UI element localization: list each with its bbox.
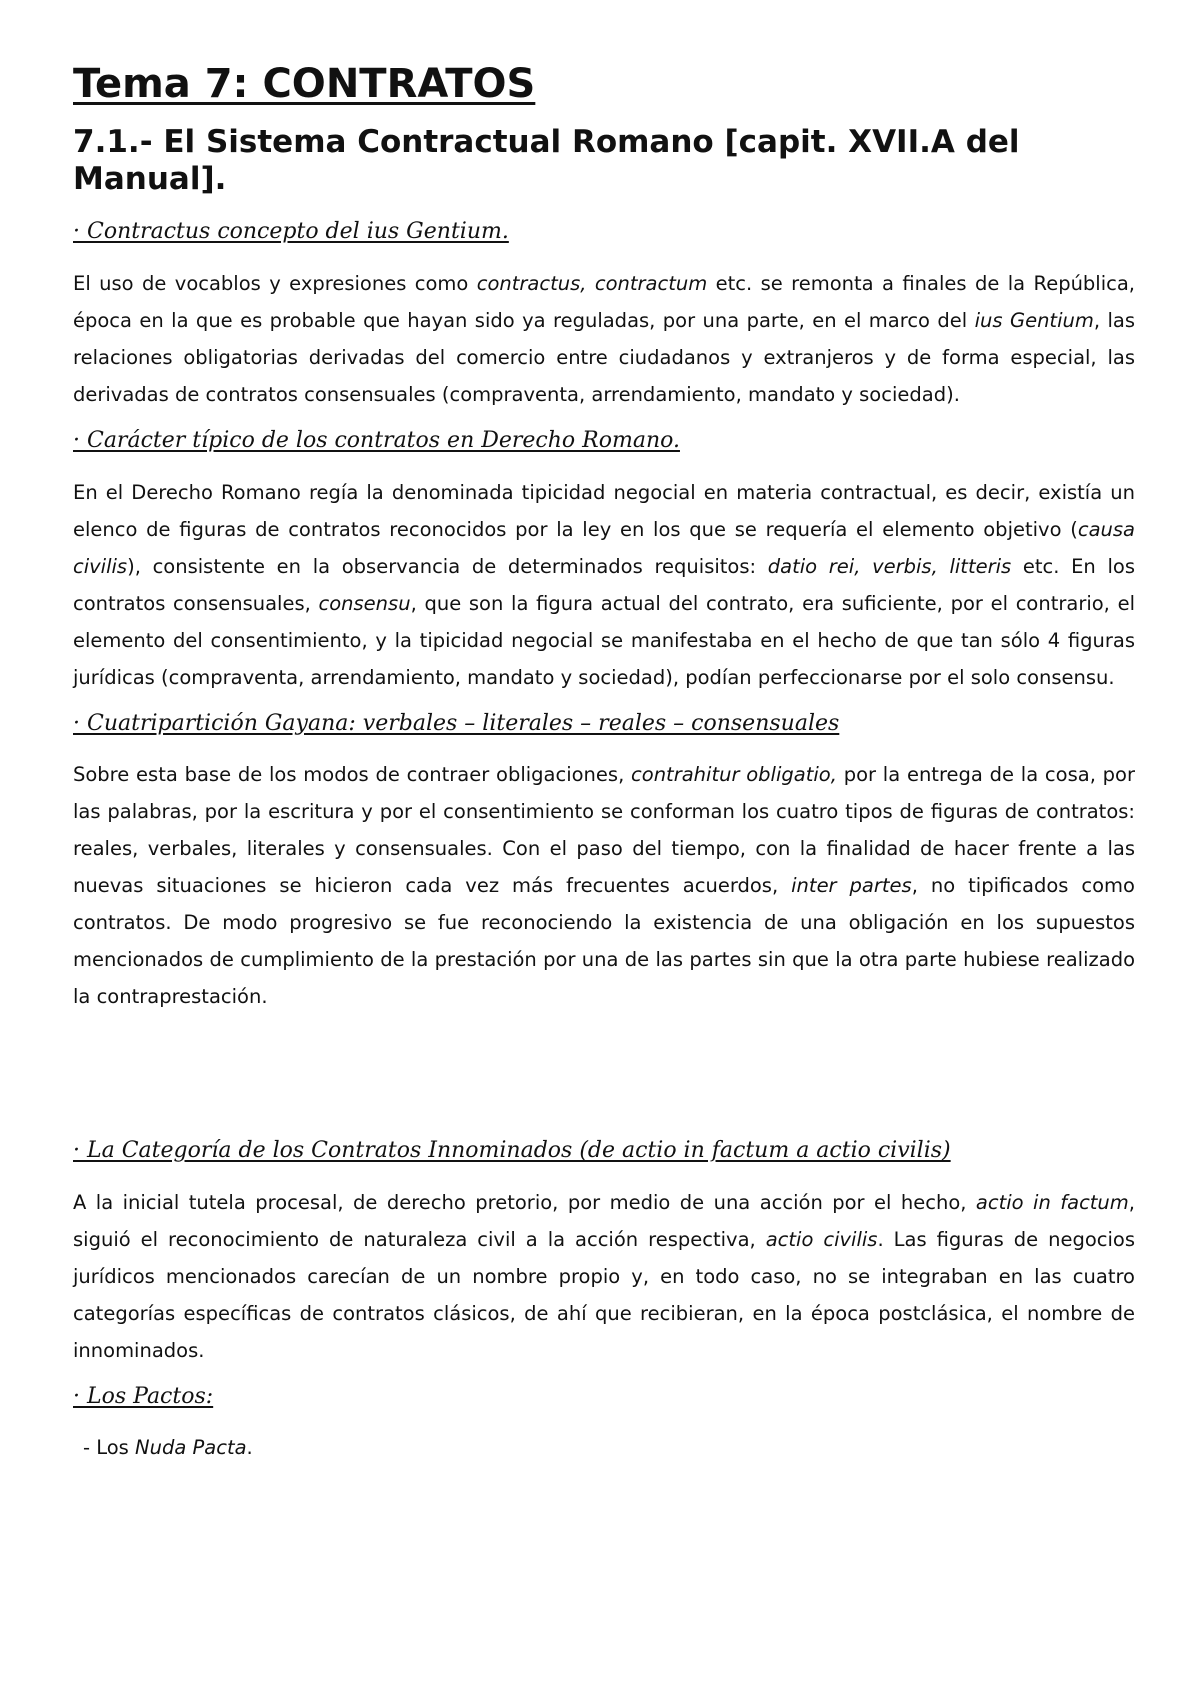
paragraph-cuatriparticion: Sobre esta base de los modos de contraer obligaciones, contrahitur obligatio, por la entrega de la cosa, por las palabras, por la escritura y por el consentimiento se conforman los cuatro tipos de figuras de contratos: reales, verbales, literales y consensuales. Con el paso del tiempo, con la finalidad de hacer frente a las nuevas situaciones se hicieron cada vez más frecuentes acuerdos, inter partes, no tipificados como contratos. De modo progresivo se fue reconociendo la existencia de una obligación en los supuestos mencionados de cumplimiento de la prestación por una de las partes sin que la otra parte hubiese realizado la contraprestación. <box>73 763 1135 1009</box>
section-heading-contractus: · Contractus concepto del ius Gentium. <box>73 219 509 245</box>
blank-space <box>73 1029 1135 1137</box>
paragraph-contratos-innominados: A la inicial tutela procesal, de derecho pretorio, por medio de una acción por el hecho, actio in factum, siguió el reconocimiento de naturaleza civil a la acción respectiva, actio civilis. Las figuras de negocios jurídicos mencionados carecían de un nombre propio y, en todo caso, no se integraban en las cuatro categorías específicas de contratos clásicos, de ahí que recibieran, en la época postclásica, el nombre de innominados. <box>73 1190 1135 1362</box>
list-item-nuda-pacta: - Los Nuda Pacta. <box>83 1436 253 1460</box>
page-title: Tema 7: CONTRATOS <box>73 61 536 107</box>
document-page <box>73 60 1135 1466</box>
paragraph-caracter-tipico: En el Derecho Romano regía la denominada tipicidad negocial en materia contractual, es decir, existía un elenco de figuras de contratos reconocidos por la ley en los que se requería el elemento objetivo (causa civilis), consistente en la observancia de determinados requisitos: datio rei, verbis, litteris etc. En los contratos consensuales, consensu, que son la figura actual del contrato, era suficiente, por el contrario, el elemento del consentimiento, y la tipicidad negocial se manifestaba en el hecho de que tan sólo 4 figuras jurídicas (compraventa, arrendamiento, mandato y sociedad), podían perfeccionarse por el solo consensu. <box>73 480 1135 689</box>
section-subtitle: 7.1.- El Sistema Contractual Romano [capit. XVII.A del Manual]. <box>73 124 1020 198</box>
section-heading-caracter-tipico: · Carácter típico de los contratos en Derecho Romano. <box>73 427 680 453</box>
section-heading-cuatriparticion: · Cuatripartición Gayana: verbales – literales – reales – consensuales <box>73 710 840 736</box>
section-heading-contratos-innominados: · La Categoría de los Contratos Innominados (de actio in factum a actio civilis) <box>73 1138 951 1164</box>
paragraph-contractus: El uso de vocablos y expresiones como contractus, contractum etc. se remonta a finales de la República, época en la que es probable que hayan sido ya reguladas, por una parte, en el marco del ius Gentium, las relaciones obligatorias derivadas del comercio entre ciudadanos y extranjeros y de forma especial, las derivadas de contratos consensuales (compraventa, arrendamiento, mandato y sociedad). <box>73 271 1136 406</box>
section-heading-pactos: · Los Pactos: <box>73 1383 214 1409</box>
